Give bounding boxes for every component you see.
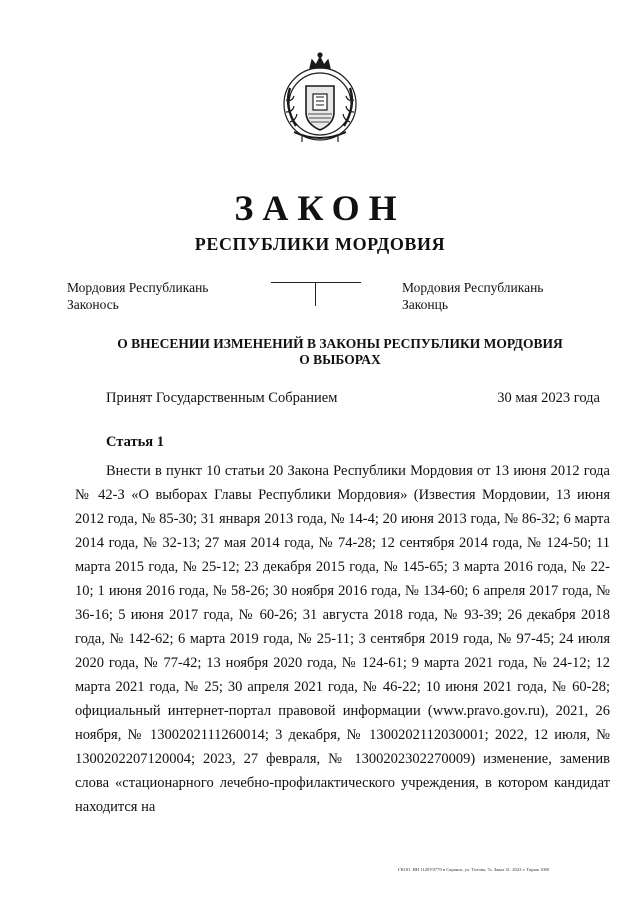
moksha-title-line-1: Мордовия Республикань: [67, 280, 209, 295]
law-title: ЗАКОН: [234, 188, 406, 228]
adopted-date: 30 мая 2023 года: [497, 390, 600, 406]
coat-of-arms-icon: [272, 50, 368, 148]
article-title: Статья 1: [106, 434, 164, 450]
erzya-title-line-1: Мордовия Республикань: [402, 280, 544, 295]
adopted-by: Принят Государственным Собранием: [106, 390, 338, 406]
document-heading-line-2: О ВЫБОРАХ: [299, 352, 381, 367]
article-body: Внести в пункт 10 статьи 20 Закона Республики Мордовия от 13 июня 2012 года № 42-З «О выборах Главы Республики Мордовия» (Известия Мордовии, 13 июня 2012 года, № 85-30; 31 января 2013 года, № 14-4; 20 июня 2013 года, № 86-32; 6 марта 2014 года, № 32-13; 27 мая 2014 года, № 74-28; 12 сентября 2014 года, № 124-50; 11 марта 2015 года, № 25-12; 23 декабря 2015 года, № 145-65; 3 марта 2016 года, № 22-10; 1 июня 2016 года, № 58-26; 30 ноября 2016 года, № 134-60; 6 апреля 2017 года, № 36-16; 5 июня 2017 года, № 60-26; 31 августа 2018 года, № 93-39; 26 декабря 2018 года, № 142-62; 6 марта 2019 года, № 25-11; 3 сентября 2019 года, № 97-45; 24 июля 2020 года, № 77-42; 13 ноября 2020 года, № 124-61; 9 марта 2021 года, № 24-12; 12 марта 2021 года, № 25; 30 апреля 2021 года, № 46-22; 10 июня 2021 года, № 60-28; официальный интернет-портал правовой информации (www.pravo.gov.ru), 2021, 26 ноября, № 1300202111260014; 3 декабря, № 1300202112030001; 2022, 12 июля, № 1300202207120004; 2023, 27 февраля, № 1300202302270009) изменение, заменив слова «стационарного лечебно-профилактического учреждения, в котором кандидат находится на: [75, 463, 610, 815]
document-heading: [0, 336, 640, 368]
registration-divider: [271, 282, 361, 283]
moksha-title-line-2: Законось: [67, 297, 119, 312]
moksha-title-block: [67, 279, 208, 313]
print-imprint: ГКОО. НН 1120У0770 в Саранск, ул. Титова, 7а. Заказ 31. 2023 г. Тираж 1000: [398, 867, 550, 872]
document-heading-line-1: О ВНЕСЕНИИ ИЗМЕНЕНИЙ В ЗАКОНЫ РЕСПУБЛИКИ МОРДОВИЯ: [117, 336, 563, 351]
erzya-title-line-2: Законць: [402, 297, 448, 312]
law-subtitle: РЕСПУБЛИКИ МОРДОВИЯ: [194, 234, 446, 254]
erzya-title-block: [402, 279, 543, 313]
registration-divider-tick: [315, 282, 316, 306]
